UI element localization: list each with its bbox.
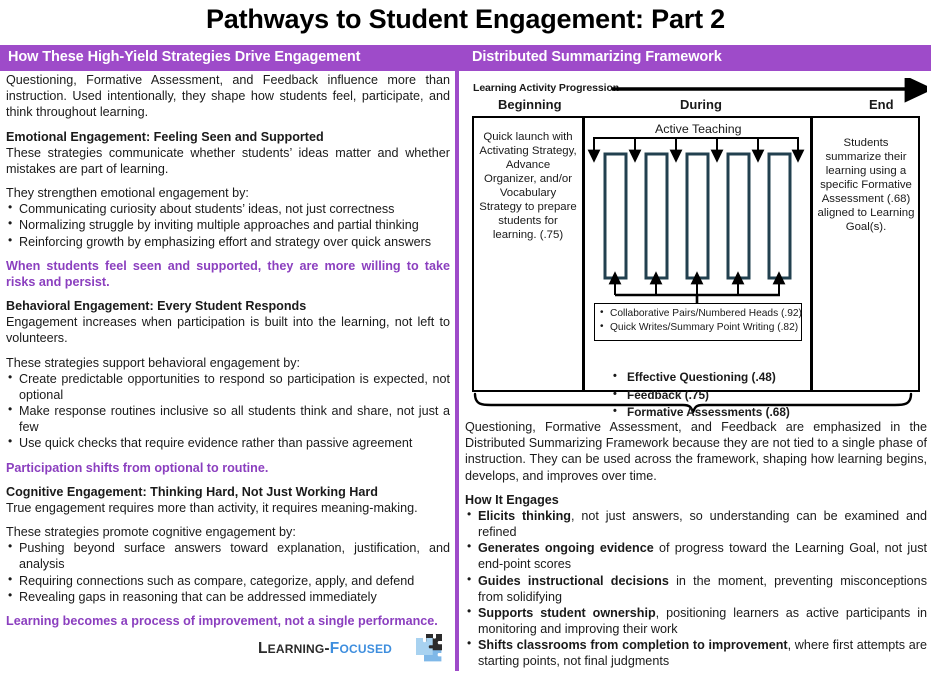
list-item-rest: , where first attempts are starting points, not final judgments [478, 638, 927, 669]
brace-strategy-list [611, 369, 790, 422]
section-cognitive-engagement [6, 484, 450, 629]
framework-divider-begin-during [582, 116, 585, 392]
phase-label-end: End [869, 97, 894, 112]
phase-label-beginning: Beginning [498, 97, 562, 112]
distributed-summarizing-diagram [465, 78, 927, 420]
logo-word1-rest: EARNING [267, 642, 325, 656]
list-item: • Make response routines inclusive so all students think and share, not just a few [6, 403, 450, 435]
list-item-bold: Guides instructional decisions [478, 573, 669, 588]
list-item: • Collaborative Pairs/Numbered Heads (.92) [599, 307, 797, 321]
list-item: • Pushing beyond surface answers toward explanation, justification, and analysis [6, 540, 450, 572]
list-item [465, 637, 927, 669]
section-heading: Cognitive Engagement: Thinking Hard, Not Just Working Hard [6, 484, 379, 499]
puzzle-pieces-icon [406, 632, 446, 662]
list-item: • Feedback (.75) [611, 387, 790, 405]
column-divider [455, 71, 459, 671]
list-item: • Requiring connections such as compare, categorize, apply, and defend [6, 573, 450, 589]
section-bullet-intro: These strategies support behavioral engagement by: [6, 355, 301, 370]
list-item: • Normalizing struggle by inviting multiple approaches and partial thinking [6, 217, 450, 233]
logo-word2-cap: F [329, 640, 340, 657]
header-right-label: Distributed Summarizing Framework [472, 49, 722, 65]
list-item [465, 605, 927, 637]
section-callout: When students feel seen and supported, they are more willing to take risks and persist. [6, 258, 450, 289]
list-item: • Communicating curiosity about students’ ideas, not just correctness [6, 201, 450, 217]
section-callout: Participation shifts from optional to routine. [6, 460, 269, 475]
phase-label-during: During [680, 97, 722, 112]
left-column [6, 72, 450, 637]
section-bullet-list [6, 371, 450, 452]
logo-learning-focused [258, 640, 448, 666]
list-item: • Reinforcing growth by emphasizing effort and strategy over quick answers [6, 234, 450, 250]
section-heading: Emotional Engagement: Feeling Seen and Supported [6, 129, 324, 144]
active-teaching-label: Active Teaching [655, 122, 742, 136]
section-bullet-intro: These strategies promote cognitive engagement by: [6, 525, 296, 540]
list-item: • Create predictable opportunities to respond so participation is expected, not optional [6, 371, 450, 403]
learning-activity-progression-label: Learning Activity Progression [473, 82, 620, 94]
section-callout: Learning becomes a process of improvement, not a single performance. [6, 613, 438, 628]
list-item-rest: of progress toward the Learning Goal, not just end-point scores [478, 541, 927, 572]
section-bullet-list [6, 201, 450, 250]
end-cell-text: Students summarize their learning using a specific Formative Assessment (.68) aligned to Learning Goal(s). [817, 137, 915, 234]
section-lead: True engagement requires more than activity, it requires meaning-making. [6, 500, 418, 515]
list-item-rest: , not just answers, so understanding can be examined and refined [478, 508, 927, 540]
right-paragraph: Questioning, Formative Assessment, and Feedback are emphasized in the Distributed Summarizing Framework because they are not tied to a single phase of instruction. They can be used across the framework, shaping how learning begins, develops, and improves over time. [465, 420, 927, 483]
section-header-band [0, 45, 931, 71]
logo-dash: - [324, 640, 330, 657]
header-left-label: How These High-Yield Strategies Drive Engagement [8, 49, 361, 65]
section-emotional-engagement [6, 129, 450, 291]
framework-divider-during-end [810, 116, 813, 392]
list-item-rest: , positioning learners as active participants in monitoring and improving their work [478, 605, 928, 637]
right-column-body [465, 419, 927, 678]
list-item-bold: Elicits thinking [478, 508, 571, 523]
how-it-engages-heading: How It Engages [465, 492, 559, 507]
list-item: • Revealing gaps in reasoning that can be addressed immediately [6, 589, 450, 605]
list-item-rest: in the moment, preventing misconceptions from solidifying [478, 573, 927, 604]
page-title: Pathways to Student Engagement: Part 2 [206, 4, 725, 34]
beginning-cell-text: Quick launch with Activating Strategy, Advance Organizer, and/or Vocabulary Strategy to prepare students for learning. (.75) [479, 131, 577, 242]
summarizing-strategies-box [594, 303, 802, 341]
list-item: • Use quick checks that require evidence rather than passive agreement [6, 435, 450, 451]
list-item: • Effective Questioning (.48) [611, 369, 790, 387]
section-lead: These strategies communicate whether students’ ideas matter and whether mistakes are part of learning. [6, 145, 450, 176]
list-item [465, 508, 927, 540]
list-item [465, 573, 927, 605]
section-bullet-intro: They strengthen emotional engagement by: [6, 186, 249, 201]
list-item-bold: Generates ongoing evidence [478, 541, 654, 556]
logo-word1-cap: L [258, 640, 268, 657]
section-behavioral-engagement [6, 298, 450, 476]
list-item [465, 540, 927, 572]
list-item-bold: Shifts classrooms from completion to improvement [478, 638, 788, 653]
left-intro-paragraph: Questioning, Formative Assessment, and Feedback influence more than instruction. Used intentionally, they shape how students feel, participate, and think throughout learning. [6, 73, 450, 120]
list-item-bold: Supports student ownership [478, 605, 656, 620]
section-bullet-list [6, 540, 450, 605]
section-lead: Engagement increases when participation is built into the learning, not left to volunteers. [6, 315, 450, 346]
how-it-engages-list [465, 508, 927, 670]
list-item: • Formative Assessments (.68) [611, 404, 790, 422]
logo-word2-rest: OCUSED [339, 642, 393, 656]
list-item: • Quick Writes/Summary Point Writing (.82) [599, 321, 797, 335]
section-heading: Behavioral Engagement: Every Student Responds [6, 299, 307, 314]
